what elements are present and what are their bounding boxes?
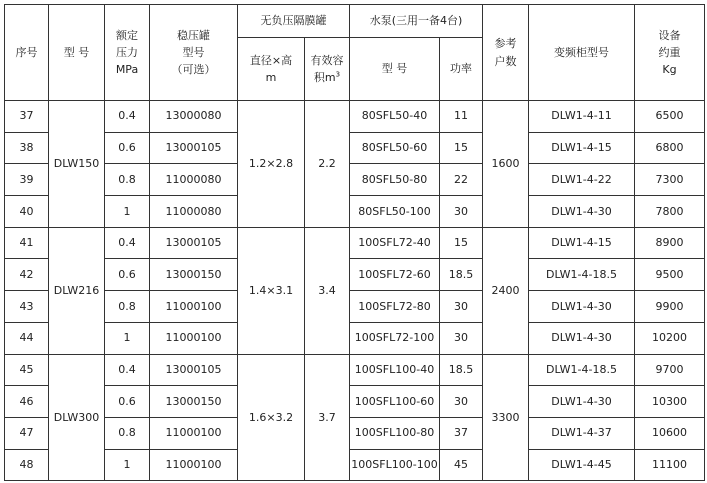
cell-tank: 11000100: [150, 449, 238, 481]
cell-pressure: 0.4: [105, 101, 150, 133]
cell-cabinet: DLW1-4-11: [529, 101, 635, 133]
cell-tank: 11000100: [150, 417, 238, 449]
cell-tank: 11000100: [150, 322, 238, 354]
header-pressure: 额定 压力 MPa: [105, 5, 150, 101]
cell-pump: 80SFL50-40: [350, 101, 440, 133]
cell-weight: 6800: [635, 132, 705, 164]
table-row: [5, 386, 705, 418]
cell-households: 1600: [483, 101, 529, 228]
cell-dia-height: 1.6×3.2: [238, 354, 305, 481]
cell-seq: 45: [5, 354, 49, 386]
cell-seq: 41: [5, 227, 49, 259]
cell-pressure: 0.8: [105, 291, 150, 323]
cell-pump: 100SFL72-80: [350, 291, 440, 323]
cell-cabinet: DLW1-4-30: [529, 322, 635, 354]
header-tank-model: 稳压罐 型号 （可选）: [150, 5, 238, 101]
cell-seq: 39: [5, 164, 49, 196]
cell-seq: 46: [5, 386, 49, 418]
cell-seq: 42: [5, 259, 49, 291]
header-diaphragm-tank: 无负压隔膜罐: [238, 5, 350, 38]
table-row: [5, 449, 705, 481]
table-row: [5, 101, 705, 133]
cell-power: 22: [440, 164, 483, 196]
cell-seq: 37: [5, 101, 49, 133]
cell-weight: 9700: [635, 354, 705, 386]
cell-pressure: 0.4: [105, 227, 150, 259]
equipment-spec-table: [4, 4, 705, 481]
cell-power: 30: [440, 322, 483, 354]
header-seq: 序号: [5, 5, 49, 101]
cell-power: 30: [440, 386, 483, 418]
cell-seq: 44: [5, 322, 49, 354]
cell-cabinet: DLW1-4-18.5: [529, 259, 635, 291]
cell-tank: 13000105: [150, 227, 238, 259]
cell-power: 30: [440, 196, 483, 228]
cell-pressure: 1: [105, 196, 150, 228]
header-power: 功率: [440, 38, 483, 101]
cell-pump: 100SFL100-40: [350, 354, 440, 386]
cell-power: 11: [440, 101, 483, 133]
cell-cabinet: DLW1-4-30: [529, 291, 635, 323]
cell-cabinet: DLW1-4-22: [529, 164, 635, 196]
cell-pump: 80SFL50-100: [350, 196, 440, 228]
cell-dia-height: 1.4×3.1: [238, 227, 305, 354]
cell-volume: 3.4: [305, 227, 350, 354]
cell-pump: 100SFL72-60: [350, 259, 440, 291]
cell-pressure: 0.6: [105, 132, 150, 164]
cell-model: DLW216: [49, 227, 105, 354]
cell-weight: 9500: [635, 259, 705, 291]
cell-weight: 8900: [635, 227, 705, 259]
cell-weight: 10600: [635, 417, 705, 449]
cell-pump: 100SFL100-60: [350, 386, 440, 418]
table-row: [5, 291, 705, 323]
header-households: 参考 户数: [483, 5, 529, 101]
table-row: [5, 196, 705, 228]
cell-pump: 80SFL50-80: [350, 164, 440, 196]
table-row: [5, 259, 705, 291]
cell-weight: 6500: [635, 101, 705, 133]
header-cabinet-model: 变频柜型号: [529, 5, 635, 101]
cell-pump: 80SFL50-60: [350, 132, 440, 164]
cell-weight: 7300: [635, 164, 705, 196]
cell-tank: 11000100: [150, 291, 238, 323]
cell-seq: 47: [5, 417, 49, 449]
cell-pressure: 0.6: [105, 386, 150, 418]
cell-tank: 11000080: [150, 196, 238, 228]
table-row: [5, 227, 705, 259]
header-pump-model: 型 号: [350, 38, 440, 101]
cell-tank: 13000150: [150, 259, 238, 291]
cell-seq: 48: [5, 449, 49, 481]
cell-power: 15: [440, 132, 483, 164]
cell-power: 30: [440, 291, 483, 323]
header-dia-height: 直径×高 m: [238, 38, 305, 101]
cell-cabinet: DLW1-4-45: [529, 449, 635, 481]
cell-pump: 100SFL72-40: [350, 227, 440, 259]
cell-weight: 10200: [635, 322, 705, 354]
cell-pressure: 0.8: [105, 164, 150, 196]
cell-dia-height: 1.2×2.8: [238, 101, 305, 228]
cell-power: 18.5: [440, 354, 483, 386]
table-row: [5, 164, 705, 196]
table-row: [5, 322, 705, 354]
cell-tank: 13000105: [150, 354, 238, 386]
cell-seq: 38: [5, 132, 49, 164]
cell-tank: 11000080: [150, 164, 238, 196]
table-row: [5, 417, 705, 449]
table-row: [5, 354, 705, 386]
cell-tank: 13000080: [150, 101, 238, 133]
cell-cabinet: DLW1-4-15: [529, 227, 635, 259]
cell-volume: 3.7: [305, 354, 350, 481]
cell-model: DLW150: [49, 101, 105, 228]
cell-weight: 9900: [635, 291, 705, 323]
cell-pressure: 0.4: [105, 354, 150, 386]
cell-model: DLW300: [49, 354, 105, 481]
header-model: 型 号: [49, 5, 105, 101]
cell-cabinet: DLW1-4-30: [529, 196, 635, 228]
cell-pressure: 1: [105, 449, 150, 481]
cell-pump: 100SFL100-80: [350, 417, 440, 449]
cell-households: 3300: [483, 354, 529, 481]
cell-weight: 7800: [635, 196, 705, 228]
cell-cabinet: DLW1-4-18.5: [529, 354, 635, 386]
cell-weight: 11100: [635, 449, 705, 481]
cell-tank: 13000105: [150, 132, 238, 164]
cell-seq: 43: [5, 291, 49, 323]
cell-cabinet: DLW1-4-30: [529, 386, 635, 418]
cell-power: 18.5: [440, 259, 483, 291]
cell-pressure: 1: [105, 322, 150, 354]
cell-cabinet: DLW1-4-15: [529, 132, 635, 164]
cell-seq: 40: [5, 196, 49, 228]
table-row: [5, 132, 705, 164]
cell-households: 2400: [483, 227, 529, 354]
cell-tank: 13000150: [150, 386, 238, 418]
cell-cabinet: DLW1-4-37: [529, 417, 635, 449]
cell-power: 45: [440, 449, 483, 481]
cell-pump: 100SFL100-100: [350, 449, 440, 481]
cell-pump: 100SFL72-100: [350, 322, 440, 354]
header-pump-group: 水泵(三用一备4台): [350, 5, 483, 38]
cell-power: 37: [440, 417, 483, 449]
header-weight: 设备 约重 Kg: [635, 5, 705, 101]
header-volume: 有效容 积$m^3$: [305, 38, 350, 101]
cell-weight: 10300: [635, 386, 705, 418]
cell-pressure: 0.8: [105, 417, 150, 449]
cell-volume: 2.2: [305, 101, 350, 228]
cell-power: 15: [440, 227, 483, 259]
cell-pressure: 0.6: [105, 259, 150, 291]
